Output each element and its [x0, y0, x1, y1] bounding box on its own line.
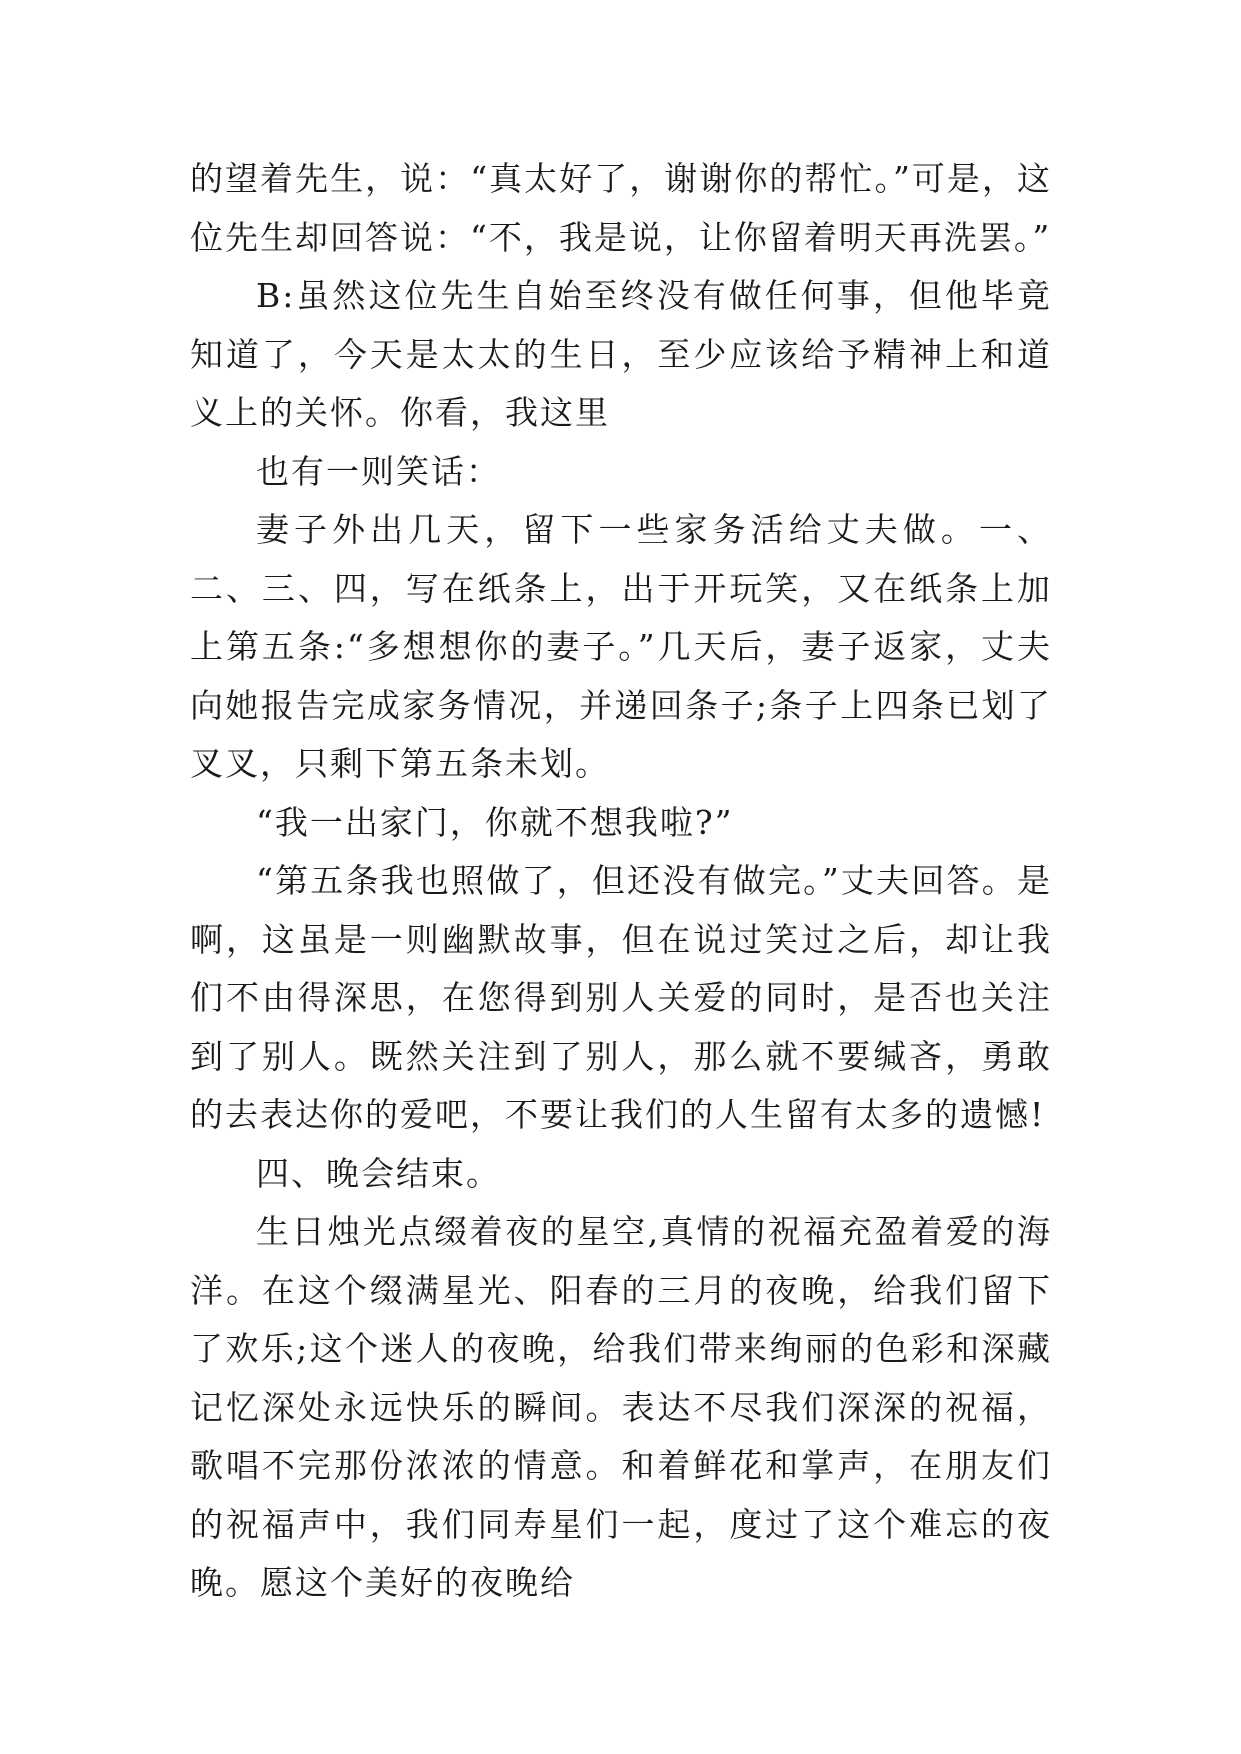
paragraph-2: B:虽然这位先生自始至终没有做任何事，但他毕竟知道了，今天是太太的生日，至少应该给予精神上和道义上的关怀。你看，我这里	[190, 276, 1052, 432]
paragraph-3: 也有一则笑话：	[256, 451, 501, 491]
paragraph-8: 生日烛光点缀着夜的星空,真情的祝福充盈着爱的海洋。在这个缀满星光、阳春的三月的夜晚，给我们留下了欢乐;这个迷人的夜晚，给我们带来绚丽的色彩和深藏记忆深处永远快乐的瞬间。表达不尽我们深深的祝福，歌唱不完那份浓浓的情意。和着鲜花和掌声，在朋友们的祝福声中，我们同寿星们一起，度过了这个难忘的夜晚。愿这个美好的夜晚给	[190, 1212, 1052, 1602]
document-body	[190, 150, 1052, 1613]
paragraph-5: “我一出家门，你就不想我啦?”	[256, 802, 734, 842]
paragraph-4: 妻子外出几天，留下一些家务活给丈夫做。一、二、三、四，写在纸条上，出于开玩笑，又在纸条上加上第五条:“多想想你的妻子。”几天后，妻子返家，丈夫向她报告完成家务情况，并递回条子;条子上四条已划了叉叉，只剩下第五条未划。	[190, 510, 1052, 783]
paragraph-6: “第五条我也照做了，但还没有做完。”丈夫回答。是啊，这虽是一则幽默故事，但在说过笑过之后，却让我们不由得深思，在您得到别人关爱的同时，是否也关注到了别人。既然关注到了别人，那么就不要缄吝，勇敢的去表达你的爱吧，不要让我们的人生留有太多的遗憾!	[190, 861, 1052, 1134]
paragraph-1: 的望着先生，说：“真太好了，谢谢你的帮忙。”可是，这位先生却回答说：“不，我是说，让你留着明天再洗罢。”	[190, 159, 1052, 257]
section-heading-4: 四、晚会结束。	[256, 1153, 501, 1193]
